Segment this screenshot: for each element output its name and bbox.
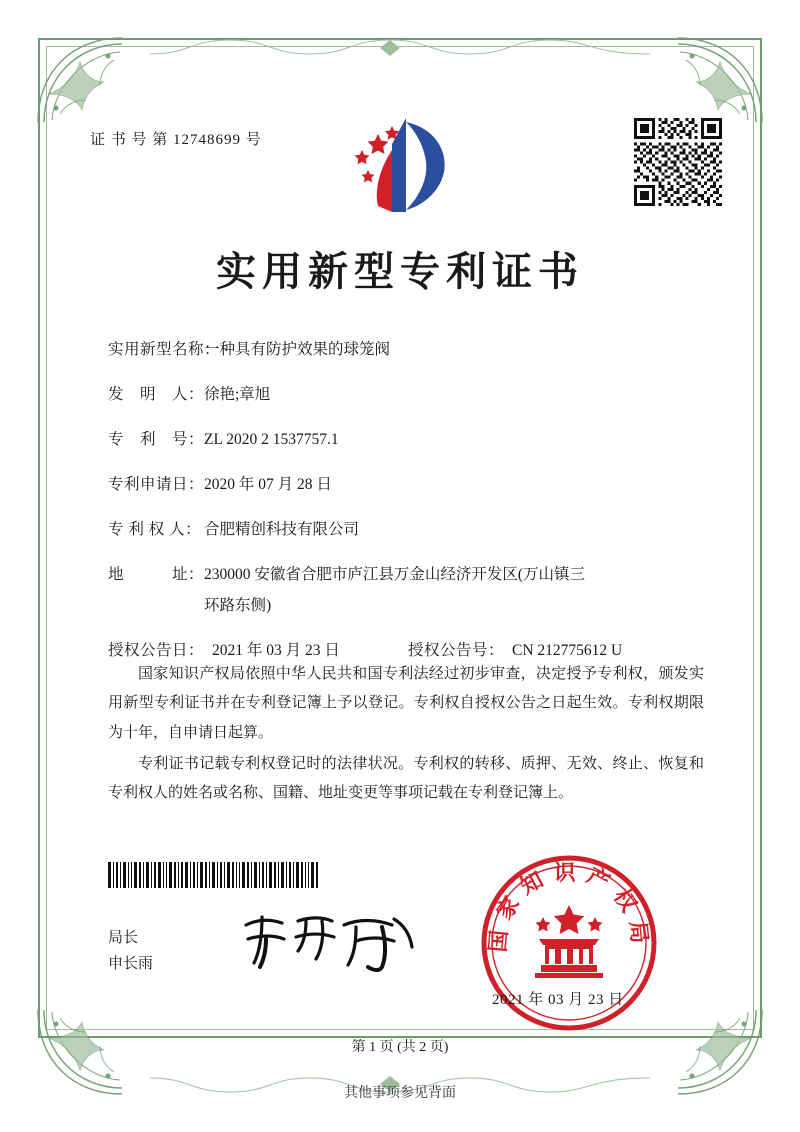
corner-ornament-icon	[32, 32, 128, 128]
field-label: 地 址：	[108, 566, 205, 584]
address-line-1: 230000 安徽省合肥市庐江县万金山经济开发区(万山镇三	[204, 566, 586, 584]
legal-text-block	[108, 660, 704, 810]
field-list	[108, 338, 708, 684]
field-value-address	[204, 563, 708, 618]
field-row-application-date	[108, 473, 708, 497]
seal-date: 2021 年 03 月 23 日	[492, 992, 624, 1008]
certificate-number: 证 书 号 第 12748699 号	[90, 132, 262, 148]
legal-paragraph-1: 国家知识产权局依照中华人民共和国专利法经过初步审查，决定授予专利权，颁发实用新型专利证书并在专利登记簿上予以登记。专利权自授权公告之日起生效。专利权期限为十年，自申请日起算。	[108, 666, 704, 741]
legal-paragraph-2: 专利证书记载专利权登记时的法律状况。专利权的转移、质押、无效、终止、恢复和专利权人的姓名或名称、国籍、地址变更等事项记载在专利登记簿上。	[108, 755, 704, 801]
field-value: ZL 2020 2 1537757.1	[204, 431, 339, 449]
announcement-number-value: CN 212775612 U	[512, 642, 623, 660]
footnote: 其他事项参见背面	[344, 1086, 456, 1101]
corner-ornament-icon	[672, 32, 768, 128]
field-label: 专 利 号：	[108, 431, 205, 449]
field-value: 一种具有防护效果的球笼阀	[204, 341, 391, 358]
field-value: 合肥精创科技有限公司	[204, 521, 360, 539]
address-line-2: 环路东侧)	[204, 597, 272, 615]
field-label: 发 明 人：	[108, 386, 205, 404]
qr-code	[634, 118, 722, 206]
announcement-date-value: 2021 年 03 月 23 日	[212, 642, 340, 660]
field-row-patent-number	[108, 428, 708, 452]
barcode	[108, 862, 318, 888]
page-number: 第 1 页 (共 2 页)	[351, 1040, 449, 1055]
director-label: 局长	[108, 930, 139, 946]
field-label: 专利申请日：	[108, 476, 205, 494]
signature-block	[108, 925, 153, 978]
field-row-inventor	[108, 383, 708, 407]
field-label: 专 利 权 人：	[108, 521, 202, 539]
handwritten-signature	[236, 905, 426, 975]
page-title: 实用新型专利证书	[216, 248, 584, 295]
announcement-number-label: 授权公告号：	[408, 642, 505, 660]
field-label: 实用新型名称：	[108, 341, 221, 358]
border-flourish-top	[150, 34, 650, 60]
field-row-utility-model-name	[108, 338, 708, 362]
field-row-patentee	[108, 518, 708, 542]
announcement-date-label: 授权公告日：	[108, 642, 205, 660]
field-row-address	[108, 563, 708, 618]
field-value: 徐艳;章旭	[204, 386, 271, 404]
cnipa-logo-icon	[348, 110, 458, 220]
director-name: 申长雨	[108, 956, 154, 973]
field-value: 2020 年 07 月 28 日	[204, 476, 332, 494]
seal-arc-text: 国家知识产权局	[484, 860, 654, 954]
